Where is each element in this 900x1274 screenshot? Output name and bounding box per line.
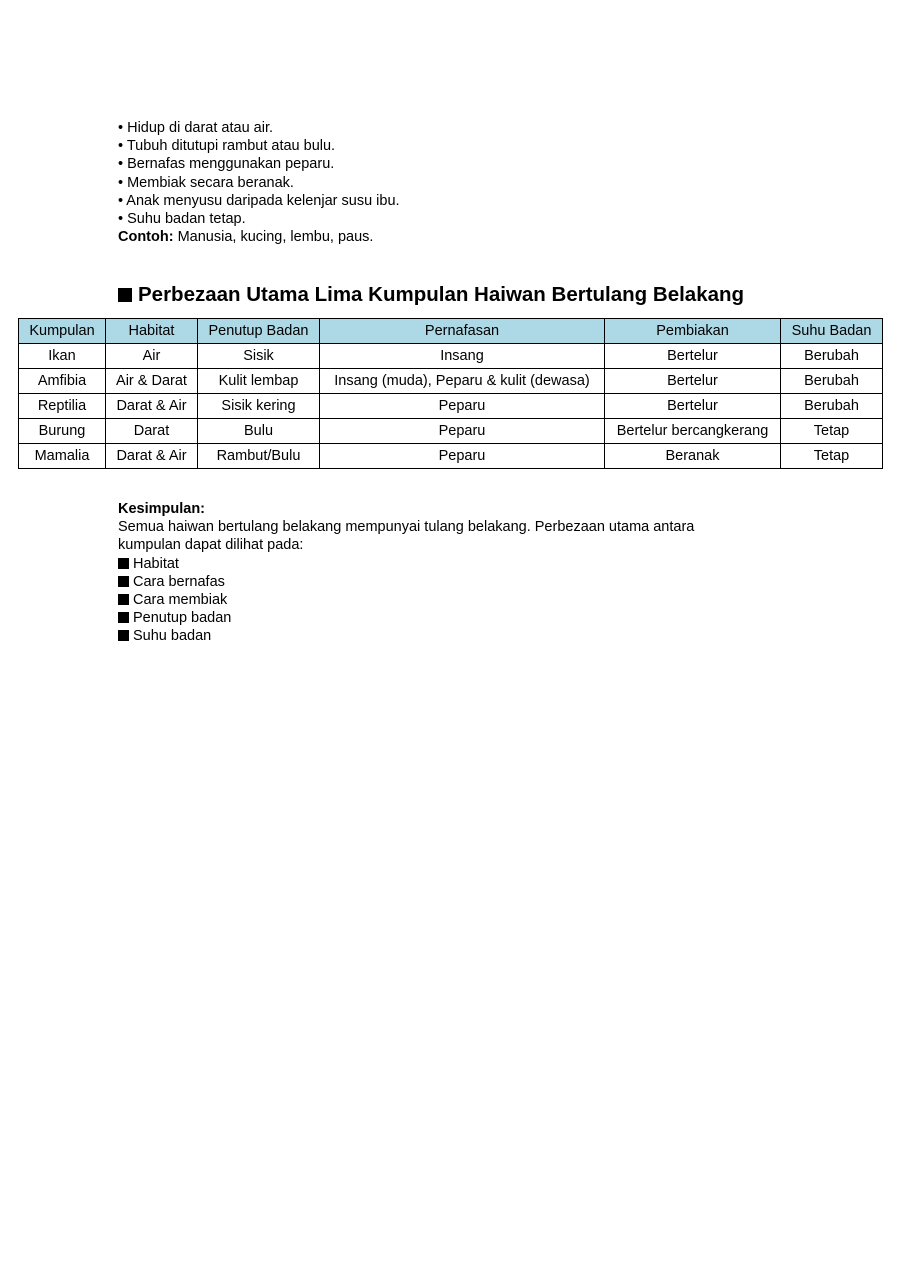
list-item (118, 573, 694, 591)
table-cell: Bulu (198, 419, 320, 444)
list-item-label: Suhu badan (133, 628, 212, 645)
comparison-table (18, 318, 883, 469)
section-title-text: Perbezaan Utama Lima Kumpulan Haiwan Bertulang Belakang (138, 283, 745, 306)
square-bullet-icon (118, 612, 129, 623)
table-cell: Berubah (781, 344, 883, 369)
list-item (118, 555, 694, 573)
column-header: Pernafasan (320, 319, 605, 344)
list-item: • Suhu badan tetap. (118, 211, 246, 228)
table-cell: Beranak (605, 444, 781, 469)
list-item-label: Habitat (133, 555, 179, 572)
list-item: • Membiak secara beranak. (118, 174, 294, 191)
column-header: Pembiakan (605, 319, 781, 344)
list-item: • Bernafas menggunakan peparu. (118, 156, 335, 173)
table-cell: Bertelur bercangkerang (605, 419, 781, 444)
table-row (19, 394, 883, 419)
table-row (19, 344, 883, 369)
characteristics-list (118, 119, 400, 246)
table-cell: Mamalia (19, 444, 106, 469)
column-header: Habitat (106, 319, 198, 344)
section-title (118, 283, 744, 307)
table-row (19, 419, 883, 444)
list-item: • Anak menyusu daripada kelenjar susu ibu. (118, 192, 400, 209)
list-item (118, 591, 694, 609)
list-item (118, 627, 694, 645)
table-cell: Tetap (781, 419, 883, 444)
table-cell: Bertelur (605, 369, 781, 394)
table-cell: Tetap (781, 444, 883, 469)
table-cell: Peparu (320, 444, 605, 469)
table-cell: Air & Darat (106, 369, 198, 394)
table-cell: Bertelur (605, 344, 781, 369)
square-bullet-icon (118, 558, 129, 569)
table-cell: Rambut/Bulu (198, 444, 320, 469)
table-cell: Berubah (781, 369, 883, 394)
example-label: Contoh: (118, 229, 174, 246)
conclusion-section (118, 500, 694, 646)
conclusion-text: Semua haiwan bertulang belakang mempunyai tulang belakang. Perbezaan utama antara (118, 519, 695, 536)
square-bullet-icon (118, 288, 132, 302)
table-cell: Peparu (320, 394, 605, 419)
list-item (118, 609, 694, 627)
example-text: Manusia, kucing, lembu, paus. (173, 229, 374, 246)
table-cell: Darat & Air (106, 444, 198, 469)
conclusion-text: kumpulan dapat dilihat pada: (118, 537, 304, 554)
example-line (118, 228, 400, 246)
table-header-row (19, 319, 883, 344)
column-header: Penutup Badan (198, 319, 320, 344)
table-cell: Bertelur (605, 394, 781, 419)
table-cell: Peparu (320, 419, 605, 444)
table-cell: Darat (106, 419, 198, 444)
column-header: Kumpulan (19, 319, 106, 344)
list-item: • Tubuh ditutupi rambut atau bulu. (118, 138, 336, 155)
table-cell: Amfibia (19, 369, 106, 394)
table-cell: Sisik kering (198, 394, 320, 419)
table-cell: Kulit lembap (198, 369, 320, 394)
list-item-label: Penutup badan (133, 610, 232, 627)
table-cell: Berubah (781, 394, 883, 419)
column-header: Suhu Badan (781, 319, 883, 344)
table-cell: Darat & Air (106, 394, 198, 419)
table-cell: Air (106, 344, 198, 369)
list-item: • Hidup di darat atau air. (118, 120, 274, 136)
table-cell: Insang (320, 344, 605, 369)
table-cell: Reptilia (19, 394, 106, 419)
square-bullet-icon (118, 594, 129, 605)
table-cell: Insang (muda), Peparu & kulit (dewasa) (320, 369, 605, 394)
square-bullet-icon (118, 576, 129, 587)
table-cell: Ikan (19, 344, 106, 369)
square-bullet-icon (118, 630, 129, 641)
table-cell: Burung (19, 419, 106, 444)
table-row (19, 369, 883, 394)
list-item-label: Cara bernafas (133, 573, 225, 590)
list-item-label: Cara membiak (133, 592, 228, 609)
table-cell: Sisik (198, 344, 320, 369)
table-row (19, 444, 883, 469)
conclusion-label: Kesimpulan: (118, 501, 206, 517)
